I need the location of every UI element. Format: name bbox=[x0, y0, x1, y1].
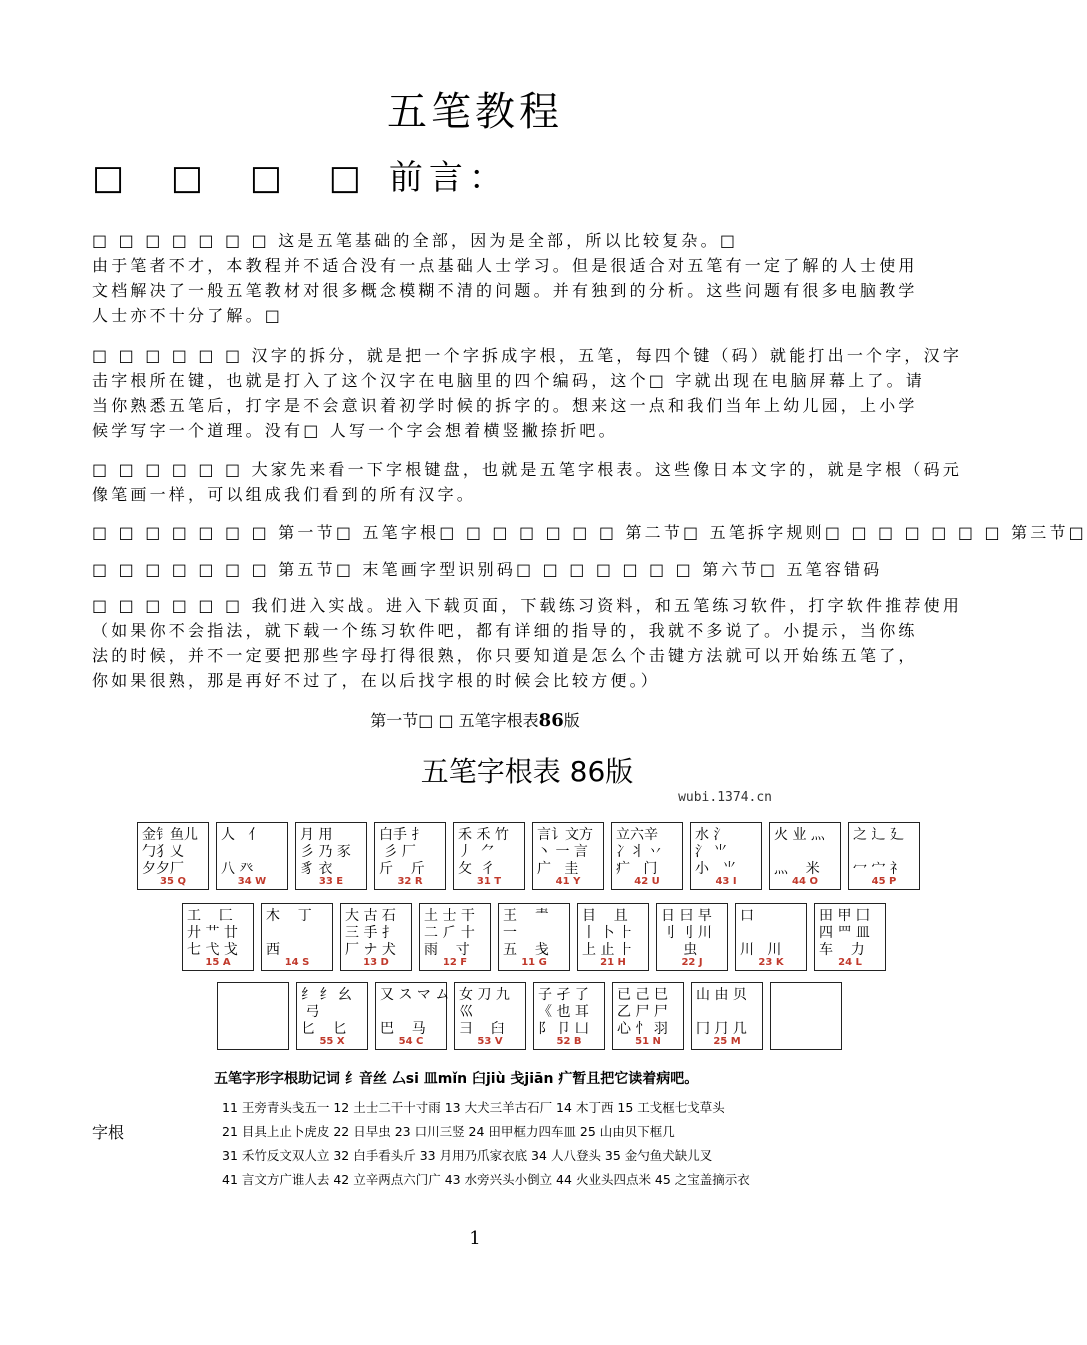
key-code: 12 F bbox=[442, 957, 468, 968]
paragraph-line: □ □ □ □ □ □ 大家先来看一下字根键盘，也就是五笔字根表。这些像日本文字的，就是字根（码元 bbox=[92, 460, 963, 479]
key-glyphs: 王 龶 一 五 戋 bbox=[503, 908, 549, 958]
key-glyphs: 木 丁 西 bbox=[266, 908, 312, 958]
paragraph bbox=[92, 457, 963, 507]
keyboard-key bbox=[769, 822, 841, 890]
placeholder-boxes: □ □ □ □ bbox=[92, 158, 379, 198]
keyboard-key bbox=[419, 903, 491, 971]
key-glyphs: 言讠文方 丶 一 言 广 圭 bbox=[537, 827, 593, 877]
keyboard-key bbox=[454, 982, 526, 1050]
mnemonic-line: 11 王旁青头戋五一 12 土士二干十寸雨 13 大犬三羊古石厂 14 木丁西 15 工戈框七戈草头 bbox=[222, 1100, 725, 1115]
key-code: 51 N bbox=[635, 1036, 661, 1047]
paragraph-line: □ □ □ □ □ □ □ 第一节□ 五笔字根□ □ □ □ □ □ □ 第二节□ 五笔拆字规则□ □ □ □ □ □ □ 第三节□ bbox=[92, 523, 1087, 542]
key-glyphs: 工 匚 廾 艹 廿 七 弋 戈 bbox=[187, 908, 238, 958]
key-glyphs: 人 亻 八 癶 bbox=[221, 827, 263, 877]
paragraph-line: 人士亦不十分了解。□ bbox=[92, 306, 284, 325]
key-glyphs: 又 ス マ ム 巴 马 bbox=[380, 987, 450, 1037]
key-code: 55 X bbox=[319, 1036, 345, 1047]
paragraph bbox=[92, 593, 963, 693]
key-code: 33 E bbox=[318, 876, 344, 887]
key-code: 32 R bbox=[397, 876, 423, 887]
keyboard-key bbox=[453, 822, 525, 890]
key-glyphs: 立六辛 冫丬 丷 疒 门 bbox=[616, 827, 663, 877]
key-glyphs: 日 曰 早 刂 刂 川 虫 bbox=[661, 908, 712, 958]
zigen-label: 字根 bbox=[92, 1123, 125, 1142]
section-caption-suffix: 版 bbox=[563, 711, 580, 730]
paragraph-line: 由于笔者不才，本教程并不适合没有一点基础人士学习。但是很适合对五笔有一定了解的人士使用 bbox=[92, 256, 918, 275]
paragraph-line: 当你熟悉五笔后，打字是不会意识着初学时候的拆字的。想来这一点和我们当年上幼儿园，上小学 bbox=[92, 396, 918, 415]
document-title: 五笔教程 bbox=[387, 89, 563, 135]
key-glyphs: 目 且 丨 卜 ⺊ 上 止 ⺊ bbox=[582, 908, 633, 958]
key-glyphs: 之 辶 廴 冖 宀 礻 bbox=[853, 827, 904, 877]
paragraph-line: 像笔画一样，可以组成我们看到的所有汉字。 bbox=[92, 485, 477, 504]
keyboard-key bbox=[374, 822, 446, 890]
paragraph-line: 文档解决了一般五笔教材对很多概念模糊不清的问题。并有独到的分析。这些问题有很多电脑教学 bbox=[92, 281, 918, 300]
preface-heading-line bbox=[92, 150, 509, 199]
mnemonic-line: 41 言文方广谁人去 42 立辛两点六门广 43 水旁兴头小倒立 44 火业头四点米 45 之宝盖摘示衣 bbox=[222, 1172, 750, 1187]
paragraph-line: □ □ □ □ □ □ 我们进入实战。进入下载页面，下载练习资料，和五笔练习软件，打字软件推荐使用 bbox=[92, 596, 963, 615]
paragraph bbox=[92, 343, 963, 443]
key-code: 25 M bbox=[713, 1036, 741, 1047]
keyboard-key bbox=[498, 903, 570, 971]
key-glyphs: 白手 扌 彡 厂 斤 斤 bbox=[379, 827, 426, 877]
keyboard-key bbox=[848, 822, 920, 890]
key-glyphs: 子 孑 了 《 也 耳 阝 卩 凵 bbox=[538, 987, 589, 1037]
keyboard-key bbox=[182, 903, 254, 971]
key-code: 15 A bbox=[205, 957, 231, 968]
keyboard-key bbox=[532, 822, 604, 890]
keyboard-key bbox=[375, 982, 450, 1050]
key-code: 35 Q bbox=[160, 876, 186, 887]
key-code: 54 C bbox=[398, 1036, 424, 1047]
key-code: 11 G bbox=[521, 957, 547, 968]
key-glyphs: 水 氵 氵 ⺌ 小 ⺌ bbox=[695, 827, 737, 877]
keyboard-key bbox=[690, 822, 762, 890]
key-glyphs: 已 己 巳 乙 尸 尸 心 忄 羽 bbox=[617, 987, 668, 1037]
key-code: 34 W bbox=[237, 876, 267, 887]
mnemonic-line: 21 目具上止卜虎皮 22 日早虫 23 口川三竖 24 田甲框力四车皿 25 山由贝下框几 bbox=[222, 1124, 675, 1139]
paragraph-line: （如果你不会指法，就下载一个练习软件吧，都有详细的指导的，我就不多说了。小提示，当你练 bbox=[92, 621, 918, 640]
key-glyphs: 金钅鱼儿 勹犭乂 夕夕厂 bbox=[142, 827, 198, 877]
key-code: 45 P bbox=[871, 876, 897, 887]
wubi-keyboard-figure bbox=[132, 750, 922, 1200]
key-glyphs: 月 用 彡 乃 豕 豸 衣 bbox=[300, 827, 351, 877]
key-code: 23 K bbox=[758, 957, 784, 968]
paragraph-line: 候学写字一个道理。没有□ 人写一个字会想着横竖撇捺折吧。 bbox=[92, 421, 618, 440]
key-code: 53 V bbox=[477, 1036, 503, 1047]
keyboard-key bbox=[216, 822, 288, 890]
keyboard-key bbox=[533, 982, 605, 1050]
key-glyphs: 大 古 石 三 手 ⺘ 厂 ナ 犬 bbox=[345, 908, 396, 958]
key-glyphs: 口 川 川 bbox=[740, 908, 782, 958]
keyboard-key bbox=[340, 903, 412, 971]
keyboard-key bbox=[577, 903, 649, 971]
key-code: 22 J bbox=[681, 957, 703, 968]
keyboard-key bbox=[814, 903, 886, 971]
paragraph-line: □ □ □ □ □ □ □ 这是五笔基础的全部，因为是全部，所以比较复杂。□ bbox=[92, 231, 739, 250]
paragraph-line: □ □ □ □ □ □ □ 第五节□ 末笔画字型识别码□ □ □ □ □ □ □ 第六节□ 五笔容错码 bbox=[92, 560, 883, 579]
key-code: 14 S bbox=[284, 957, 310, 968]
keyboard-key bbox=[612, 982, 684, 1050]
key-code: 42 U bbox=[634, 876, 660, 887]
key-code: 52 B bbox=[556, 1036, 582, 1047]
key-code: 24 L bbox=[838, 957, 862, 968]
keyboard-key bbox=[295, 822, 367, 890]
key-code: 43 I bbox=[715, 876, 737, 887]
section-caption-text: 第一节□ □ 五笔字根表 bbox=[370, 711, 539, 730]
key-glyphs: 纟 纟 幺 弓 匕 匕 bbox=[301, 987, 352, 1037]
keyboard-key bbox=[735, 903, 807, 971]
paragraph-line: 你如果很熟，那是再好不过了，在以后找字根的时候会比较方便。） bbox=[92, 671, 661, 690]
keyboard-key bbox=[217, 982, 289, 1050]
paragraph bbox=[92, 520, 1087, 545]
key-code: 21 H bbox=[600, 957, 626, 968]
key-code: 31 T bbox=[476, 876, 502, 887]
keyboard-key bbox=[656, 903, 728, 971]
figure-site: wubi.1374.cn bbox=[678, 790, 772, 805]
key-glyphs: 田 甲 囗 四 罒 皿 车 力 bbox=[819, 908, 870, 958]
keyboard-key bbox=[691, 982, 763, 1050]
key-glyphs: 禾 禾 竹 丿 ⺈ 攵 彳 bbox=[458, 827, 509, 877]
preface-heading: 前言： bbox=[388, 158, 509, 198]
key-glyphs: 山 由 贝 冂 ⺆ 几 bbox=[696, 987, 747, 1037]
keyboard-key bbox=[296, 982, 368, 1050]
paragraph-line: 击字根所在键，也就是打入了这个汉字在电脑里的四个编码，这个□ 字就出现在电脑屏幕上了。请 bbox=[92, 371, 926, 390]
figure-title: 五笔字根表 86版 bbox=[420, 755, 634, 788]
section-caption bbox=[0, 708, 950, 731]
key-glyphs: 火 业 灬 灬 米 bbox=[774, 827, 825, 877]
keyboard-key bbox=[770, 982, 842, 1050]
paragraph bbox=[92, 228, 952, 328]
keyboard-key bbox=[261, 903, 333, 971]
mnemonic-heading: 五笔字形字根助记词 纟音丝 厶si 皿mǐn 臼jiù 戋jiān 疒暂且把它读着病吧。 bbox=[214, 1071, 699, 1087]
section-caption-number: 86 bbox=[538, 710, 564, 731]
key-code: 13 D bbox=[363, 957, 389, 968]
key-glyphs: 女 刀 九 巛 彐 臼 bbox=[459, 987, 510, 1037]
keyboard-key bbox=[137, 822, 209, 890]
mnemonic-line: 31 禾竹反文双人立 32 白手看头斤 33 月用乃爪家衣底 34 人八登头 35 金勺鱼犬缺儿叉 bbox=[222, 1148, 713, 1163]
paragraph bbox=[92, 557, 952, 582]
paragraph-line: □ □ □ □ □ □ 汉字的拆分，就是把一个字拆成字根，五笔，每四个键（码）就能打出一个字，汉字 bbox=[92, 346, 963, 365]
page-number: 1 bbox=[469, 1228, 481, 1249]
key-code: 44 O bbox=[792, 876, 818, 887]
keyboard-key bbox=[611, 822, 683, 890]
key-glyphs: 土 士 干 二 ⺁ 十 雨 寸 bbox=[424, 908, 475, 958]
paragraph-line: 法的时候，并不一定要把那些字母打得很熟，你只要知道是怎么个击键方法就可以开始练五笔了， bbox=[92, 646, 918, 665]
key-code: 41 Y bbox=[555, 876, 581, 887]
